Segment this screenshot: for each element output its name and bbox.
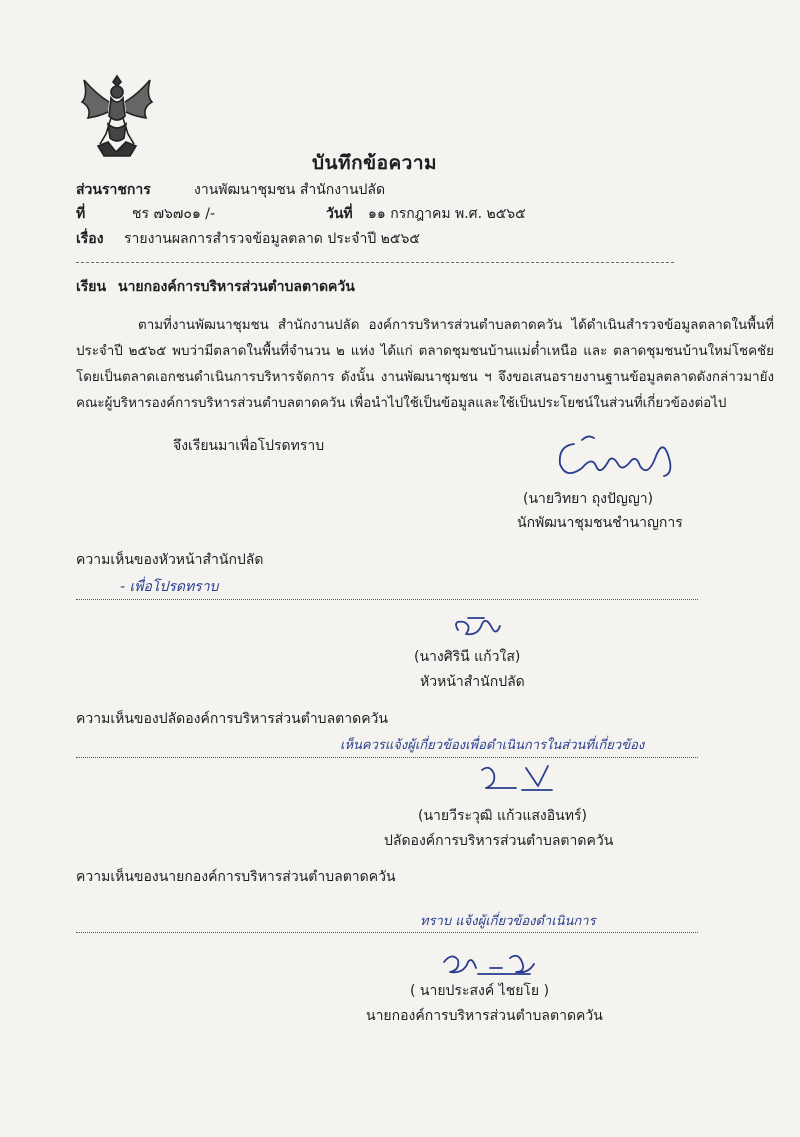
signer-3-position: ปลัดองค์การบริหารส่วนตำบลตาดควัน [384, 833, 614, 849]
opinion-2-line [76, 757, 698, 758]
signature-3-icon [476, 760, 556, 800]
subject-label: เรื่อง [76, 231, 104, 247]
opinion-3-note: ทราบ แจ้งผู้เกี่ยวข้องดำเนินการ [420, 914, 596, 929]
date-label: วันที่ [326, 206, 353, 222]
signer-1-name: (นายวิทยา ถุงปัญญา) [523, 491, 654, 507]
signature-2-icon [448, 612, 508, 644]
opinion-3-label: ความเห็นของนายกองค์การบริหารส่วนตำบลตาดควัน [76, 869, 396, 885]
closing-line: จึงเรียนมาเพื่อโปรดทราบ [173, 438, 325, 454]
ref-label: ที่ [76, 206, 86, 222]
signer-4-position: นายกองค์การบริหารส่วนตำบลตาดควัน [366, 1008, 603, 1024]
signature-1-icon [552, 426, 682, 486]
agency-label: ส่วนราชการ [76, 182, 151, 198]
opinion-1-label: ความเห็นของหัวหน้าสำนักปลัด [76, 552, 264, 568]
opinion-2-label: ความเห็นของปลัดองค์การบริหารส่วนตำบลตาดควัน [76, 711, 388, 727]
signature-4-icon [438, 948, 538, 978]
opinion-1-note: - เพื่อโปรดทราบ [120, 579, 219, 595]
to-value: นายกองค์การบริหารส่วนตำบลตาดควัน [118, 279, 355, 295]
garuda-emblem-icon [78, 72, 156, 160]
memo-title: บันทึกข้อความ [312, 152, 438, 174]
header-divider [76, 262, 674, 263]
to-label: เรียน [76, 279, 107, 295]
date-value: ๑๑ กรกฎาคม พ.ศ. ๒๕๖๕ [368, 206, 526, 222]
opinion-2-note: เห็นควรแจ้งผู้เกี่ยวข้องเพื่อดำเนินการในส่วนที่เกี่ยวข้อง [340, 738, 645, 753]
agency-value: งานพัฒนาชุมชน สำนักงานปลัด [194, 182, 386, 198]
opinion-1-line [76, 599, 698, 600]
subject-value: รายงานผลการสำรวจข้อมูลตลาด ประจำปี ๒๕๖๕ [124, 231, 420, 247]
opinion-3-line [76, 932, 698, 933]
signer-3-name: (นายวีระวุฒิ แก้วแสงอินทร์) [418, 808, 587, 824]
ref-value: ชร ๗๖๗๐๑ /- [132, 206, 216, 222]
signer-2-name: (นางศิรินี แก้วใส) [414, 649, 521, 665]
body-paragraph: ตามที่งานพัฒนาชุมชน สำนักงานปลัด องค์การบริหารส่วนตำบลตาดควัน ได้ดำเนินสำรวจข้อมูลตลาดในพื้นที่ ประจำปี ๒๕๖๕ พบว่ามีตลาดในพื้นที่จำนวน ๒ แห่ง ได้แก่ ตลาดชุมชนบ้านแม่ต๋ำเหนือ และ ตลาดชุมชนบ้านใหม่โชคชัย โดยเป็นตลาดเอกชนดำเนินการบริหารจัดการ ดังนั้น งานพัฒนาชุมชน ฯ จึงขอเสนอรายงานฐานข้อมูลตลาดดังกล่าวมายัง คณะผู้บริหารองค์การบริหารส่วนตำบลตาดควัน เพื่อนำไปใช้เป็นข้อมูลและใช้เป็นประโยชน์ในส่วนที่เกี่ยวข้องต่อไป [76, 318, 774, 411]
signer-1-position: นักพัฒนาชุมชนชำนาญการ [517, 515, 683, 531]
signer-4-name: ( นายประสงค์ ไชยโย ) [410, 983, 550, 999]
signer-2-position: หัวหน้าสำนักปลัด [420, 674, 525, 690]
